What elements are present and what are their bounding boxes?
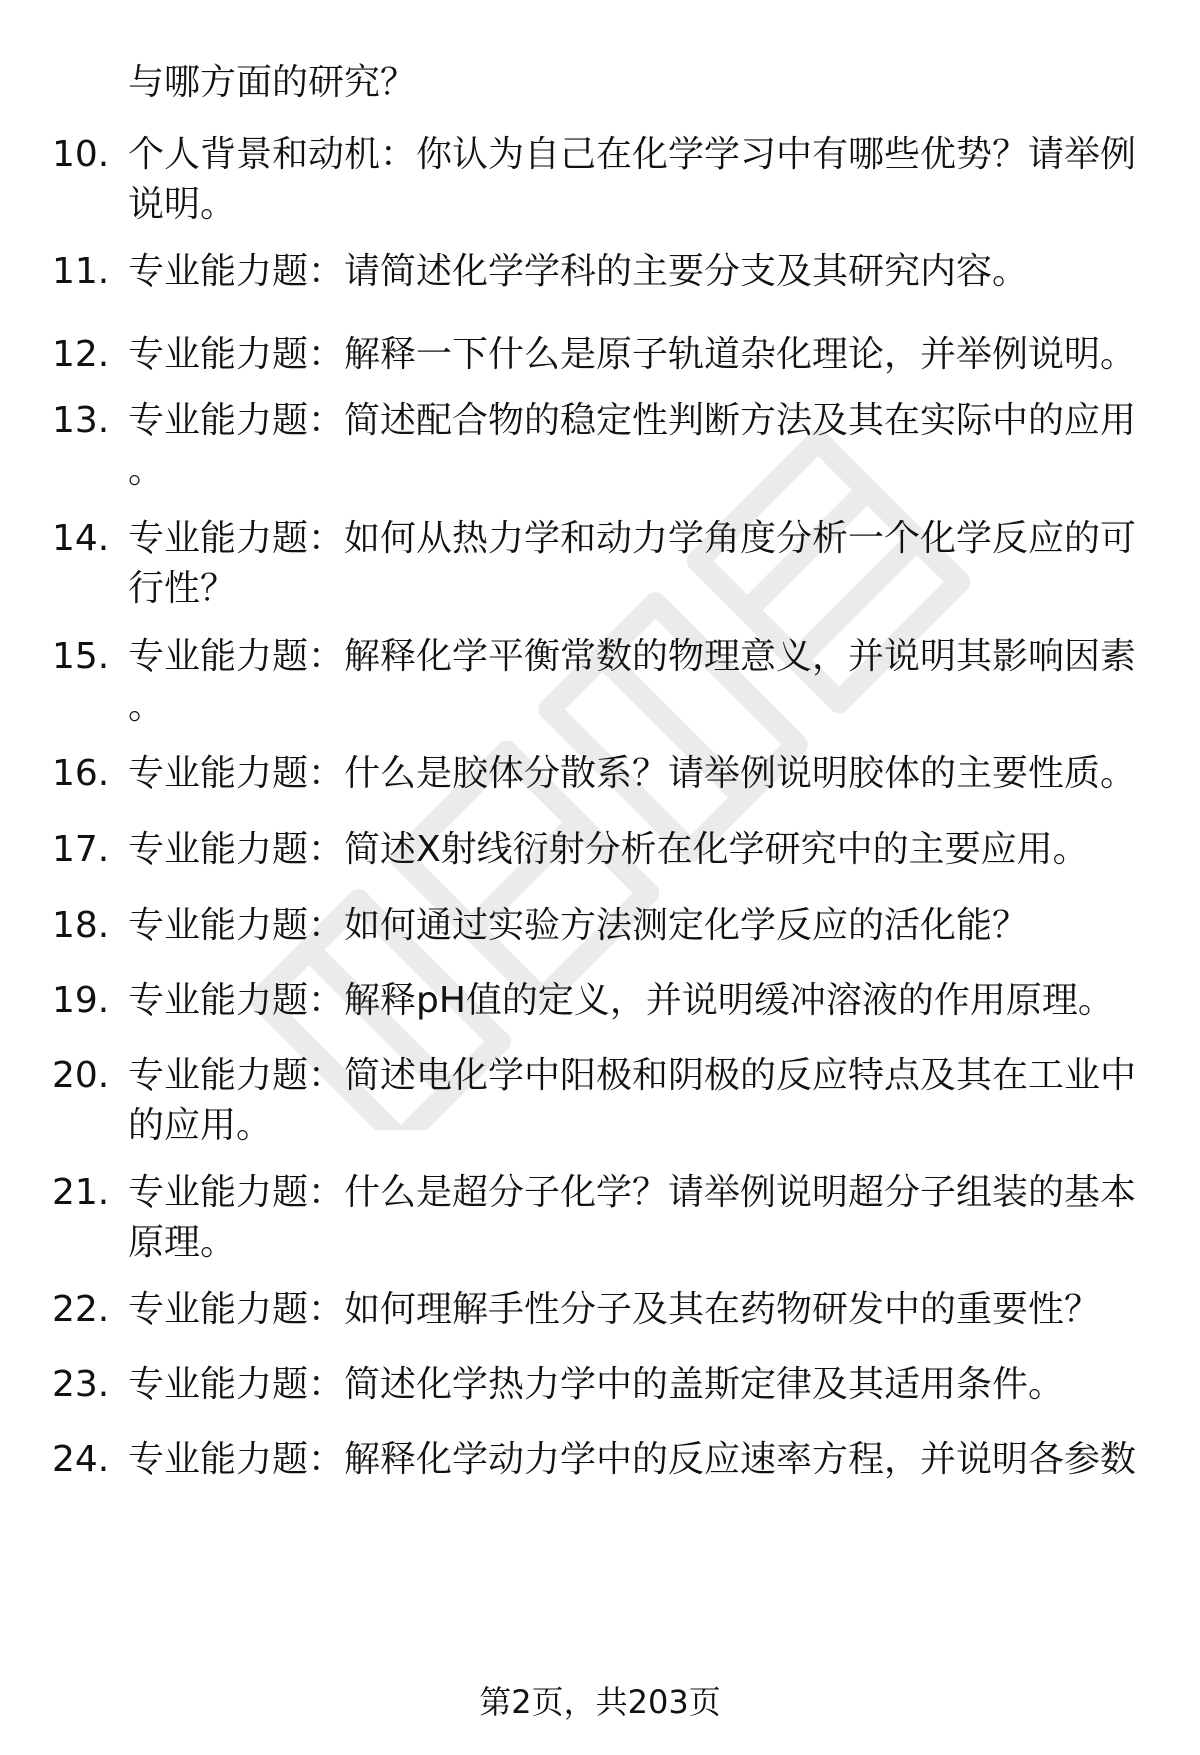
question-number: 24. xyxy=(52,1439,110,1480)
question-number: 19. xyxy=(52,980,110,1021)
question-text: 专业能力题：如何通过实验方法测定化学反应的活化能？ xyxy=(128,905,1029,946)
question-number: 11. xyxy=(52,251,110,292)
question-text: 专业能力题：简述电化学中阳极和阴极的反应特点及其在工业中的应用。 xyxy=(128,1055,1137,1146)
question-text: 专业能力题：如何理解手性分子及其在药物研发中的重要性？ xyxy=(128,1289,1101,1330)
question-text: 专业能力题：什么是超分子化学？请举例说明超分子组装的基本原理。 xyxy=(128,1172,1137,1263)
question-text: 专业能力题：请简述化学学科的主要分支及其研究内容。 xyxy=(128,251,1029,292)
question-number: 14. xyxy=(52,518,110,559)
question-text: 专业能力题：解释化学平衡常数的物理意义，并说明其影响因素。 xyxy=(128,636,1137,727)
question-number: 16. xyxy=(52,753,110,794)
question-text: 专业能力题：简述化学热力学中的盖斯定律及其适用条件。 xyxy=(128,1364,1065,1405)
question-number: 18. xyxy=(52,905,110,946)
question-text: 专业能力题：什么是胶体分散系？请举例说明胶体的主要性质。 xyxy=(128,753,1137,794)
question-number: 22. xyxy=(52,1289,110,1330)
question-number: 15. xyxy=(52,636,110,677)
question-number: 20. xyxy=(52,1055,110,1096)
question-text: 专业能力题：解释pH值的定义，并说明缓冲溶液的作用原理。 xyxy=(128,980,1114,1021)
question-number: 13. xyxy=(52,400,110,441)
question-number: 23. xyxy=(52,1364,110,1405)
question-text: 专业能力题：解释一下什么是原子轨道杂化理论，并举例说明。 xyxy=(128,334,1137,375)
question-text: 专业能力题：简述配合物的稳定性判断方法及其在实际中的应用。 xyxy=(128,400,1137,491)
continued-question-text: 与哪方面的研究？ xyxy=(128,62,417,103)
page-footer: 第2页，共203页 xyxy=(479,1683,721,1721)
question-number: 10. xyxy=(52,134,110,175)
question-text: 专业能力题：简述X射线衍射分析在化学研究中的主要应用。 xyxy=(128,829,1089,870)
question-number: 12. xyxy=(52,334,110,375)
question-text: 专业能力题：如何从热力学和动力学角度分析一个化学反应的可行性？ xyxy=(128,518,1137,609)
question-text: 专业能力题：解释化学动力学中的反应速率方程，并说明各参数 xyxy=(128,1439,1137,1480)
question-number: 21. xyxy=(52,1172,110,1213)
question-number: 17. xyxy=(52,829,110,870)
question-text: 个人背景和动机：你认为自己在化学学习中有哪些优势？请举例说明。 xyxy=(128,134,1137,225)
